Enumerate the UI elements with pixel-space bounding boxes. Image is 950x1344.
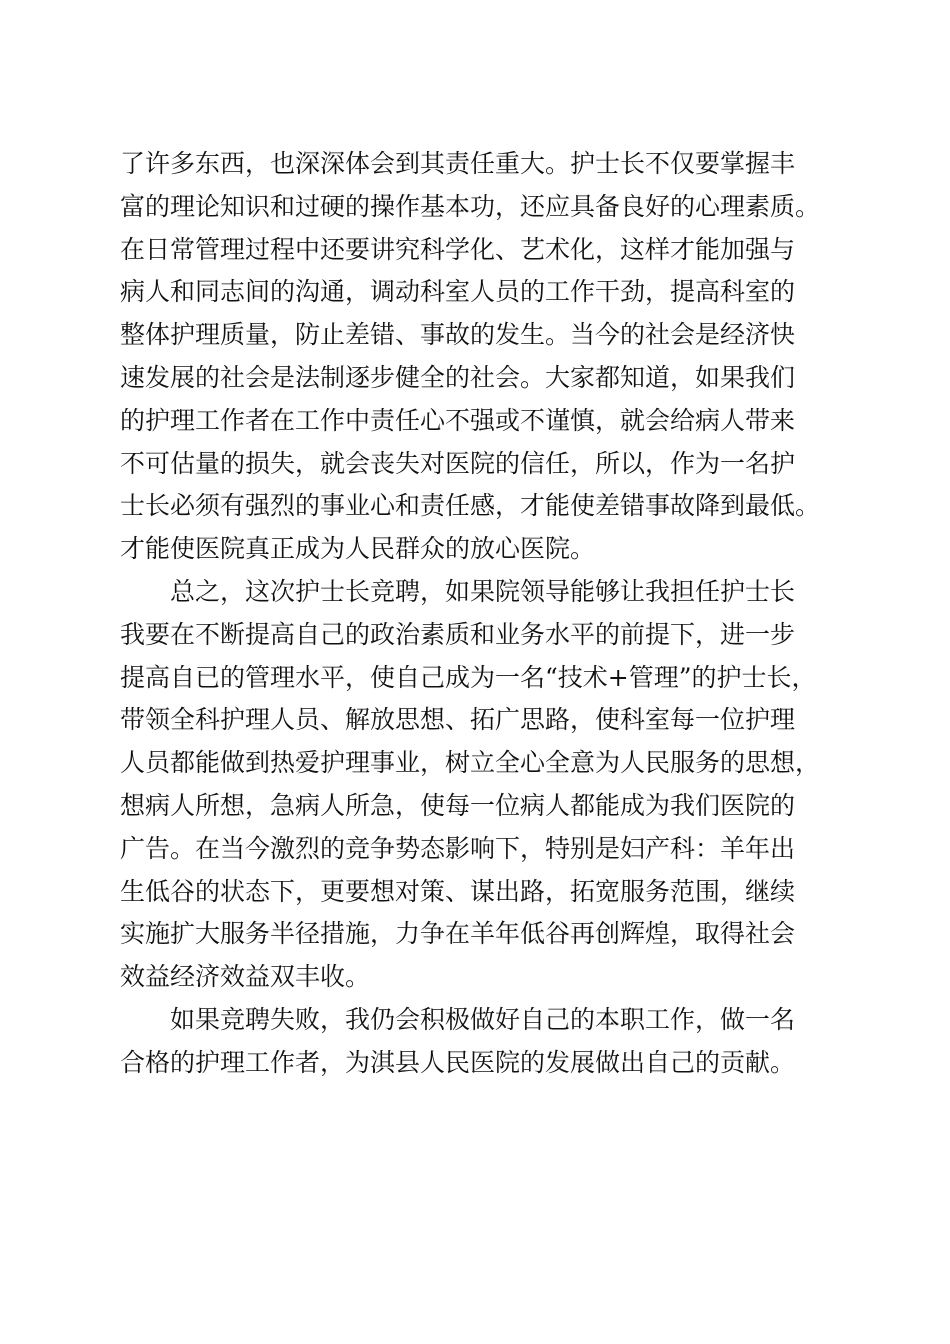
text-line: 想病人所想，急病人所急，使每一位病人都能成为我们医院的 bbox=[120, 790, 796, 820]
text-line: 效益经济效益双丰收。 bbox=[120, 962, 371, 992]
text-line: 才能使医院真正成为人民群众的放心医院。 bbox=[120, 534, 596, 564]
paragraph-first-line: 总之，这次护士长竞聘，如果院领导能够让我担任护士长 bbox=[170, 576, 796, 606]
text-line: 不可估量的损失，就会丧失对医院的信任，所以，作为一名护 bbox=[120, 448, 796, 478]
paragraph-first-line: 如果竞聘失败，我仍会积极做好自己的本职工作，做一名 bbox=[170, 1004, 796, 1034]
text-line: 士长必须有强烈的事业心和责任感，才能使差错事故降到最低。 bbox=[120, 491, 821, 521]
text-line: 生低谷的状态下，更要想对策、谋出路，拓宽服务范围，继续 bbox=[120, 876, 796, 906]
text-line: 整体护理质量，防止差错、事故的发生。当今的社会是经济快 bbox=[120, 320, 796, 350]
text-line: 了许多东西，也深深体会到其责任重大。护士长不仅要掌握丰 bbox=[120, 149, 796, 178]
text-line: 病人和同志间的沟通，调动科室人员的工作干劲，提高科室的 bbox=[120, 277, 796, 307]
text-line: 实施扩大服务半径措施，力争在羊年低谷再创辉煌，取得社会 bbox=[120, 919, 796, 949]
text-line: 在日常管理过程中还要讲究科学化、艺术化，这样才能加强与 bbox=[120, 234, 796, 264]
text-line: 富的理论知识和过硬的操作基本功，还应具备良好的心理素质。 bbox=[120, 191, 821, 221]
document-body bbox=[120, 143, 840, 1085]
text-line: 提高自已的管理水平，使自己成为一名“技术+管理”的护士长， bbox=[120, 662, 817, 692]
text-line: 我要在不断提高自己的政治素质和业务水平的前提下，进一步 bbox=[120, 619, 796, 649]
text-line: 合格的护理工作者，为淇县人民医院的发展做出自己的贡献。 bbox=[120, 1047, 796, 1077]
text-line: 人员都能做到热爱护理事业，树立全心全意为人民服务的思想， bbox=[120, 748, 821, 778]
text-line: 带领全科护理人员、解放思想、拓广思路，使科室每一位护理 bbox=[120, 705, 796, 735]
text-line: 的护理工作者在工作中责任心不强或不谨慎，就会给病人带来 bbox=[120, 405, 796, 435]
text-line: 广告。在当今激烈的竞争势态影响下，特别是妇产科：羊年出 bbox=[120, 833, 796, 863]
text-line: 速发展的社会是法制逐步健全的社会。大家都知道，如果我们 bbox=[120, 362, 796, 392]
